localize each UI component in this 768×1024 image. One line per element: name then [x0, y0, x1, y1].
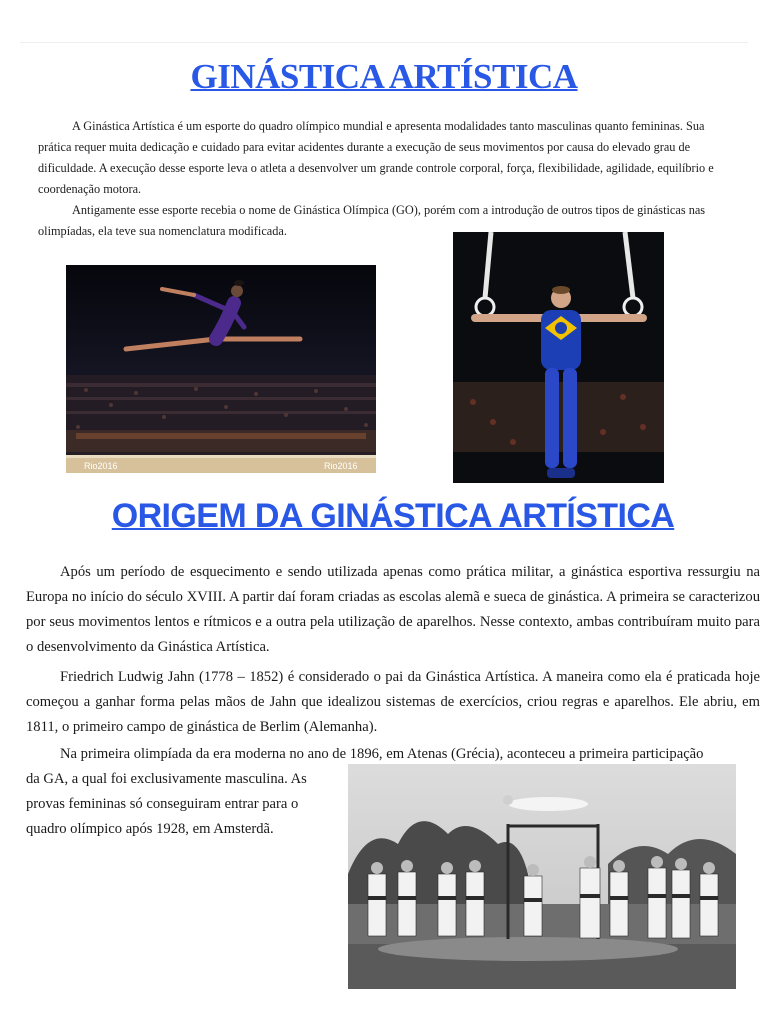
section-title: ORIGEM DA GINÁSTICA ARTÍSTICA	[111, 497, 675, 535]
photo1-watermark-right: Rio2016	[324, 461, 358, 471]
intro-section	[38, 116, 738, 242]
origin-paragraph-3-rest: da GA, a qual foi exclusivamente masculina. As provas femininas só conseguiram entrar para o quadro olímpico após 1928, em Amsterdã.	[26, 771, 307, 837]
top-rule	[20, 42, 748, 43]
origin-section-1	[26, 560, 760, 660]
photo1-watermark-left: Rio2016	[84, 461, 118, 471]
origin-paragraph-2: Friedrich Ludwig Jahn (1778 – 1852) é considerado o pai da Ginástica Artística. A maneira como ela é praticada hoje começou a ganhar forma pelas mãos de Jahn que idealizou sistemas de exercícios, criou regras e aparelhos. Ele abriu, em 1811, o primeiro campo de ginástica de Berlim (Alemanha).	[26, 669, 760, 735]
intro-paragraph-1: A Ginástica Artística é um esporte do quadro olímpico mundial e apresenta modalidades tanto masculinas quanto femininas. Sua prática requer muita dedicação e cuidado para evitar acidentes durante a execução de seus movimentos por causa do elevado grau de dificuldade. A execução desse esporte leva o atleta a desenvolver um grande controle corporal, força, flexibilidade, agilidade, equilíbrio e coordenação motora.	[38, 119, 714, 196]
origin-paragraph-3-line1: Na primeira olimpíada da era moderna no ano de 1896, em Atenas (Grécia), aconteceu a primeira participação	[60, 746, 704, 762]
origin-section-2	[26, 665, 760, 740]
photo-female-gymnast-beam	[66, 265, 376, 473]
page-title: GINÁSTICA ARTÍSTICA	[190, 57, 578, 96]
photo-male-gymnast-rings	[453, 232, 664, 483]
photo-historical-gymnasts	[348, 764, 736, 989]
origin-paragraph-1: Após um período de esquecimento e sendo utilizada apenas como prática militar, a ginástica esportiva ressurgiu na Europa no início do século XVIII. A partir daí foram criadas as escolas alemã e sueca de ginástica. A primeira se caracterizou por seus movimentos lentos e rítmicos e a outra pela utilização de aparelhos. Nesse contexto, ambas contribuíram muito para o desenvolvimento da Ginástica Artística.	[26, 564, 760, 655]
intro-paragraph-2: Antigamente esse esporte recebia o nome de Ginástica Olímpica (GO), porém com a introdução de outros tipos de ginásticas nas olimpíadas, ela teve sua nomenclatura modificada.	[38, 203, 706, 238]
